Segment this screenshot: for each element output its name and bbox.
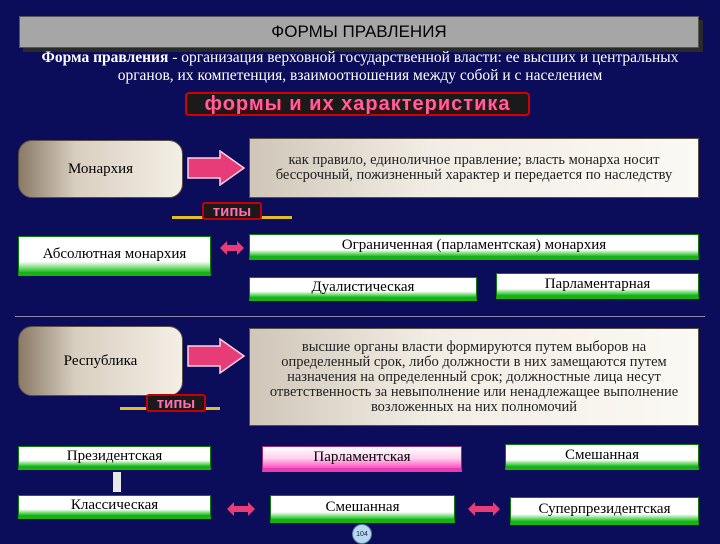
definition-term: Форма правления: [41, 49, 169, 66]
republic-description-text: высшие органы власти формируются путем выборов на определенный срок, либо должности в них замещаются путем назначения на определенный срок; должностные лица несут ответственность за невыполнение или ненадлежащее выполнение возложенных на них полномочий: [269, 338, 679, 415]
republic-types-label: типы: [156, 394, 196, 412]
absolute-monarchy-box: [18, 236, 211, 276]
page-number-badge: [352, 524, 372, 544]
dualistic-monarchy-box: [249, 277, 477, 301]
republic-box: [18, 326, 183, 396]
superpresidential-republic-box: [510, 497, 699, 525]
presidential-republic-label: Президентская: [66, 448, 163, 464]
monarchy-description: [249, 138, 699, 198]
superpresidential-republic-label: Суперпрезидентская: [538, 501, 671, 517]
mixed-subtype-label: Смешанная: [325, 499, 400, 515]
parliamentary-monarchy-box: [496, 273, 699, 299]
forms-banner-text: формы и их характеристика: [204, 92, 511, 115]
dualistic-monarchy-label: Дуалистическая: [311, 279, 415, 295]
monarchy-description-text: как правило, единоличное правление; власть монарха носит бессрочный, пожизненный характер и передается по наследству: [275, 152, 673, 183]
page-number: 104: [356, 530, 368, 538]
limited-monarchy-label: Ограниченная (парламентская) монархия: [341, 237, 607, 253]
parliamentary-republic-box: [262, 446, 462, 472]
classic-republic-label: Классическая: [70, 497, 159, 513]
parliamentary-monarchy-label: Парламентарная: [544, 276, 651, 292]
connector-line: [113, 472, 121, 492]
page-title-text: ФОРМЫ ПРАВЛЕНИЯ: [271, 22, 447, 41]
limited-monarchy-box: [249, 234, 699, 260]
definition-text: [14, 49, 706, 85]
section-divider: [15, 316, 705, 317]
presidential-republic-box: [18, 446, 211, 470]
forms-banner: [185, 92, 530, 116]
republic-types-badge: [146, 394, 206, 412]
monarchy-box: [18, 140, 183, 198]
monarchy-types-label: типы: [212, 202, 252, 220]
republic-label: Республика: [63, 352, 138, 369]
monarchy-types-badge: [202, 202, 262, 220]
absolute-monarchy-label: Абсолютная монархия: [42, 246, 187, 262]
double-arrow-icon: [226, 501, 256, 517]
mixed-republic-box: [505, 444, 699, 470]
classic-republic-box: [18, 495, 211, 519]
republic-description: [249, 328, 699, 426]
double-arrow-icon: [219, 240, 245, 256]
double-arrow-icon: [467, 501, 501, 517]
right-arrow-icon: [186, 150, 246, 186]
right-arrow-icon: [186, 338, 246, 374]
monarchy-label: Монархия: [67, 160, 134, 177]
definition-body: - организация верховной государственной власти: ее высших и центральных органов, их компетенция, взаимоотношения между собой и с населением: [117, 49, 679, 84]
page-title: [19, 16, 699, 48]
parliamentary-republic-label: Парламентская: [313, 449, 411, 465]
mixed-republic-label: Смешанная: [565, 447, 639, 463]
mixed-subtype-box: [270, 495, 455, 523]
